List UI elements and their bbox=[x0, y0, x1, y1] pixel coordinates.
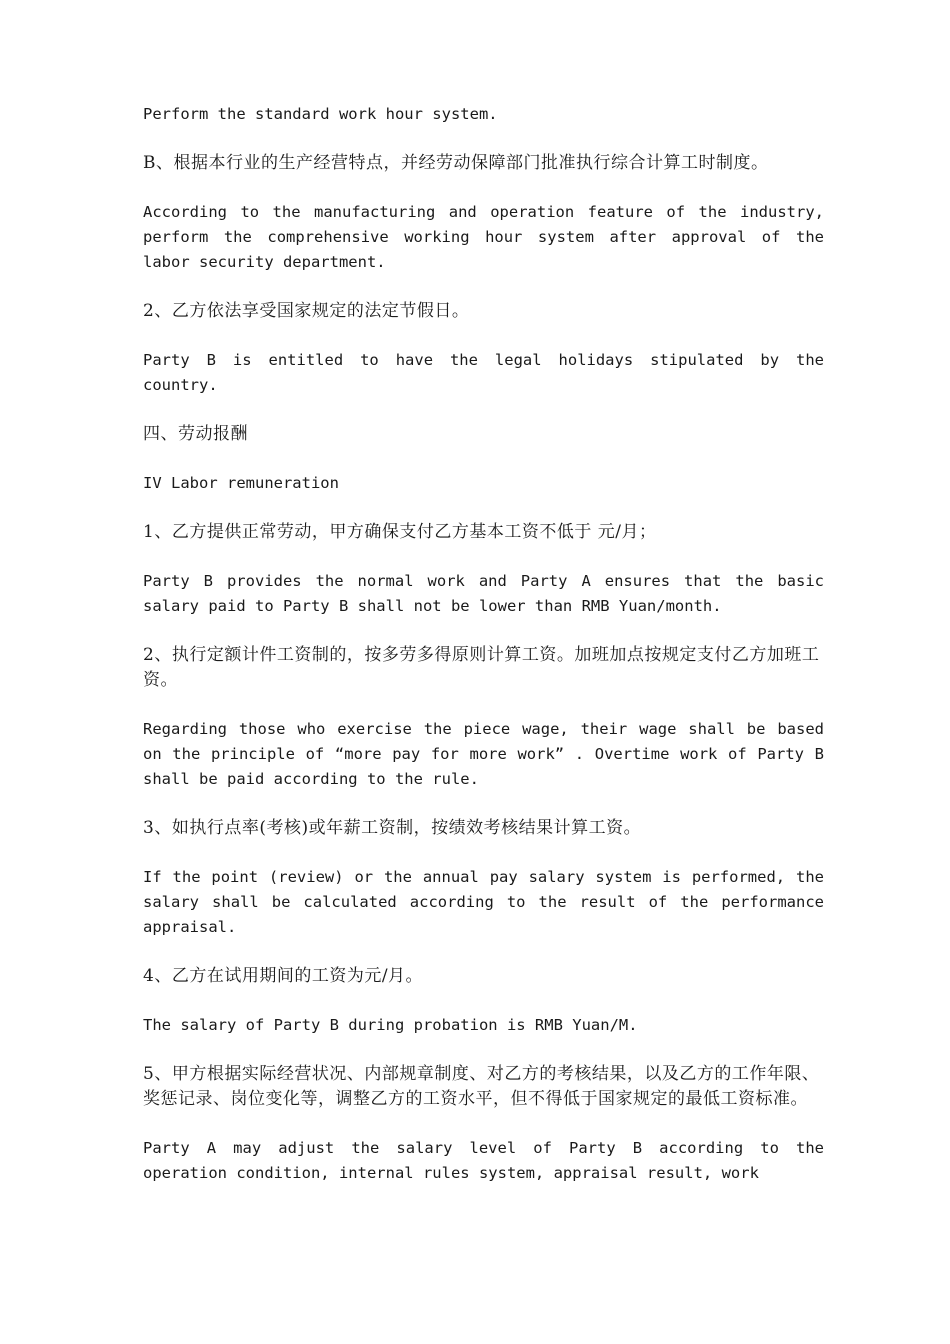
paragraph-en-probation: The salary of Party B during probation is RMB Yuan/M. bbox=[143, 1016, 638, 1034]
paragraph-en-holidays: Party B is entitled to have the legal holidays stipulated by the country. bbox=[143, 351, 824, 394]
paragraph-zh-probation: 4、乙方在试用期间的工资为元/月。 bbox=[143, 966, 424, 986]
paragraph-en-option-b: According to the manufacturing and operation feature of the industry, perform the comprehensive working hour system after approval of the labor security department. bbox=[143, 203, 824, 271]
section-heading-zh-remuneration: 四、劳动报酬 bbox=[143, 424, 248, 444]
paragraph-zh-holidays: 2、乙方依法享受国家规定的法定节假日。 bbox=[143, 301, 470, 321]
paragraph-zh-annual-pay: 3、如执行点率(考核)或年薪工资制，按绩效考核结果计算工资。 bbox=[143, 818, 642, 838]
paragraph-en-basic-salary: Party B provides the normal work and Party A ensures that the basic salary paid to Party B shall not be lower than RMB Yuan/month. bbox=[143, 572, 824, 615]
paragraph-en-piece-wage: Regarding those who exercise the piece wage, their wage shall be based on the principle of “more pay for more work” . Overtime work of Party B shall be paid according to the rule. bbox=[143, 720, 824, 788]
paragraph-zh-salary-adjust: 5、甲方根据实际经营状况、内部规章制度、对乙方的考核结果，以及乙方的工作年限、奖惩记录、岗位变化等，调整乙方的工资水平，但不得低于国家规定的最低工资标准。 bbox=[143, 1064, 820, 1109]
paragraph-zh-option-b: B、根据本行业的生产经营特点，并经劳动保障部门批准执行综合计算工时制度。 bbox=[143, 153, 769, 173]
paragraph-en-annual-pay: If the point (review) or the annual pay salary system is performed, the salary shall be calculated according to the result of the performance appraisal. bbox=[143, 868, 824, 936]
document-body bbox=[143, 102, 824, 1186]
paragraph-en-work-hour: Perform the standard work hour system. bbox=[143, 105, 498, 123]
section-heading-en-remuneration: IV Labor remuneration bbox=[143, 474, 339, 492]
paragraph-zh-piece-wage: 2、执行定额计件工资制的，按多劳多得原则计算工资。加班加点按规定支付乙方加班工资。 bbox=[143, 645, 820, 690]
paragraph-en-salary-adjust: Party A may adjust the salary level of Party B according to the operation condition, internal rules system, appraisal result, work bbox=[143, 1139, 824, 1182]
paragraph-zh-basic-salary: 1、乙方提供正常劳动，甲方确保支付乙方基本工资不低于 元/月； bbox=[143, 522, 657, 542]
